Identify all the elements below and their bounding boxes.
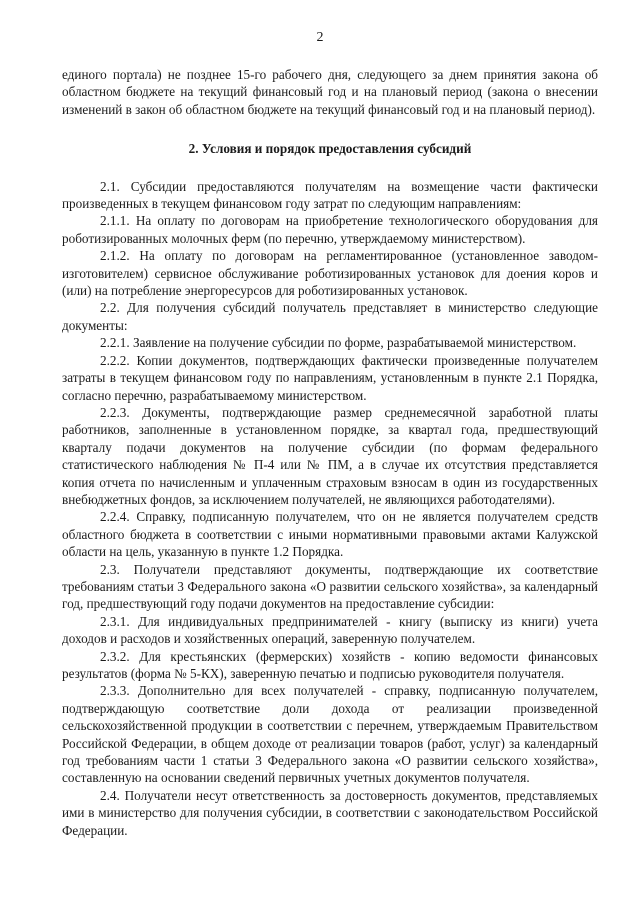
paragraph-2-4: 2.4. Получатели несут ответственность за достоверность документов, представляемых ими в министерство для получения субсидии, в соответствии с законодательством Российской Федерации.	[62, 787, 598, 838]
intro-paragraph: единого портала) не позднее 15-го рабочего дня, следующего за днем принятия закона об областном бюджете на текущий финансовый год и на плановый период (закона о внесении изменений в закон об областном бюджете на текущий финансовый год и на плановый период).	[62, 67, 598, 117]
paragraph-2-3-1: 2.3.1. Для индивидуальных предпринимателей - книгу (выписку из книги) учета доходов и расходов и хозяйственных операций, заверенную получателем.	[62, 613, 598, 647]
paragraph-2-2-1: 2.2.1. Заявление на получение субсидии по форме, разрабатываемой министерством.	[100, 335, 577, 351]
document-body	[62, 66, 598, 839]
paragraph-2-3: 2.3. Получатели представляют документы, подтверждающие их соответствие требованиям статьи 3 Федерального закона «О развитии сельского хозяйства», за календарный год, предшествующий году подачи документов на предоставление субсидии:	[62, 561, 598, 612]
paragraph-2-2-4: 2.2.4. Справку, подписанную получателем, что он не является получателем средств областного бюджета в соответствии с иными нормативными правовыми актами Калужской области на цель, указанную в пункте 1.2 Порядка.	[62, 509, 598, 560]
section-heading: 2. Условия и порядок предоставления субсидий	[188, 141, 472, 157]
paragraph-2-1-2: 2.1.2. На оплату по договорам на регламентированное (установленное заводом-изготовителем) сервисное обслуживание роботизированных установок для доения коров и (или) на потребление энергоресурсов для роботизированных установок.	[62, 248, 598, 299]
paragraph-2-3-3: 2.3.3. Дополнительно для всех получателей - справку, подписанную получателем, подтверждающую соответствие доли дохода от реализации произведенной сельскохозяйственной продукции в соответствии с перечнем, утверждаемым Правительством Российской Федерации, в общем доходе от реализации товаров (работ, услуг) за календарный год требованиям части 1 статьи 3 Федерального закона «О развитии сельского хозяйства», составленную на основании сведений первичных учетных документов получателя.	[62, 683, 598, 786]
page-number: 2	[316, 30, 324, 45]
paragraph-2-1-1: 2.1.1. На оплату по договорам на приобретение технологического оборудования для роботизированных молочных ферм (по перечню, утверждаемому министерством).	[62, 213, 598, 246]
paragraph-2-2: 2.2. Для получения субсидий получатель представляет в министерство следующие документы:	[62, 300, 598, 333]
paragraph-2-1: 2.1. Субсидии предоставляются получателям на возмещение части фактически произведенных в текущем финансовом году затрат по следующим направлениям:	[62, 178, 598, 212]
paragraph-2-2-3: 2.2.3. Документы, подтверждающие размер среднемесячной заработной платы работников, заполненные в установленном порядке, за квартал года, предшествующий кварталу подачи документов на получение субсидии (по формам федерального статистического наблюдения № П-4 или № ПМ, а в случае их отсутствия представляется копия отчета по начисленным и уплаченным страховым взносам в один из государственных внебюджетных фондов, за исключением получателей, не являющихся работодателями).	[62, 404, 598, 507]
paragraph-2-2-2: 2.2.2. Копии документов, подтверждающих фактически произведенные получателем затраты в текущем финансовом году по направлениям, установленным в пункте 2.1 Порядка, согласно перечню, разрабатываемому министерством.	[62, 352, 598, 403]
paragraph-2-3-2: 2.3.2. Для крестьянских (фермерских) хозяйств - копию ведомости финансовых результатов (форма № 5-КХ), заверенную печатью и подписью руководителя получателя.	[62, 648, 598, 681]
